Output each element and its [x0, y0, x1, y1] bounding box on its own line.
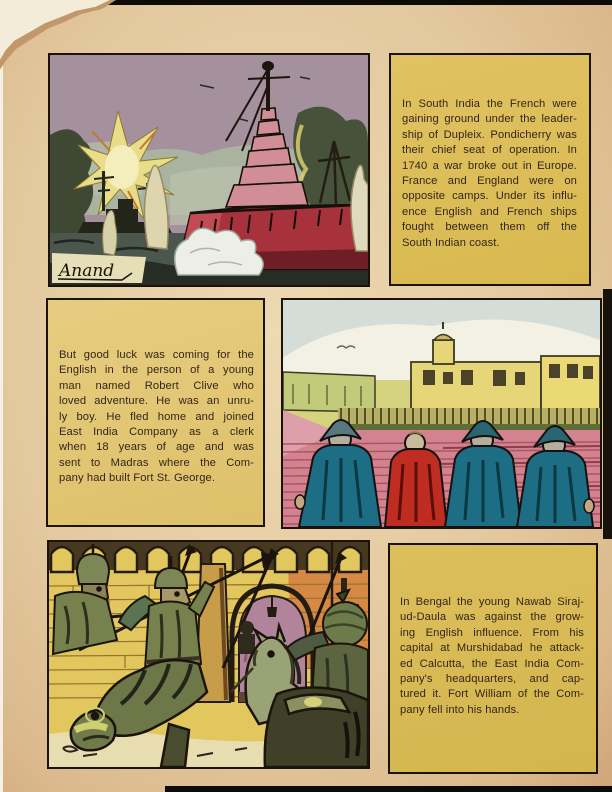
text-line: man named Robert Clive who	[59, 379, 254, 392]
text-line: opposite camps. Under its influ-	[402, 190, 577, 203]
caption-text-block	[48, 300, 263, 487]
text-line: In Bengal the young Nawab Siraj-	[400, 596, 584, 608]
cavalry-attack-illustration	[49, 542, 368, 767]
caption-text-block	[390, 545, 596, 718]
text-line: ed Calcutta, the East India Com-	[400, 657, 584, 670]
text-line: tured it. Fort William of the Com-	[400, 688, 584, 701]
text-line: sent to Madras where the Com-	[59, 456, 254, 469]
text-line: gaining ground under the leader-	[402, 113, 577, 126]
text-line: their chief seat of operation. In	[402, 144, 577, 157]
text-line: English in the person of a young	[59, 364, 254, 377]
panel-fort-st-george	[281, 298, 602, 529]
signature-text: Anand	[59, 261, 115, 281]
fort-st-george-illustration	[283, 300, 600, 527]
text-line: pany fell into his hands.	[400, 703, 520, 716]
caption-panel-siraj-ud-daula	[388, 543, 598, 774]
text-line: In South India the French were	[402, 98, 577, 110]
text-line: But good luck was coming for the	[59, 349, 254, 361]
text-line: when 18 years of age and was	[59, 441, 254, 454]
text-line: East India Company as a clerk	[59, 426, 254, 439]
text-line: fought between them off the	[402, 221, 577, 234]
text-line: ud-Daula was against the grow-	[400, 611, 584, 624]
text-line: South Indian coast.	[402, 236, 500, 249]
text-line: ing English influence. From his	[400, 626, 584, 639]
caption-panel-robert-clive	[46, 298, 265, 527]
text-line: pany's headquarters, and cap-	[400, 673, 584, 686]
scan-edge-right	[603, 289, 612, 539]
naval-battle-illustration	[50, 55, 368, 285]
scan-edge-left	[0, 0, 3, 792]
text-line: pany had built Fort St. George.	[59, 472, 216, 485]
artist-signature	[52, 253, 146, 283]
caption-panel-south-india	[389, 53, 591, 286]
text-line: loved adventure. He was an unru-	[59, 395, 254, 408]
text-line: capital at Murshidabad he attack-	[400, 642, 584, 655]
panel-cavalry-attack	[47, 540, 370, 769]
text-line: ship of Dupleix. Pondicherry was	[402, 128, 577, 141]
text-line: 1740 a war broke out in Europe.	[402, 159, 577, 172]
text-line: France and England were on	[402, 175, 577, 188]
text-line: ence English and French ships	[402, 205, 577, 218]
panel-naval-battle	[48, 53, 370, 287]
scan-edge-top	[96, 0, 612, 5]
text-line: ly boy. He fled home and joined	[59, 410, 254, 423]
caption-text-block	[391, 55, 589, 251]
scan-edge-bottom	[165, 786, 612, 792]
